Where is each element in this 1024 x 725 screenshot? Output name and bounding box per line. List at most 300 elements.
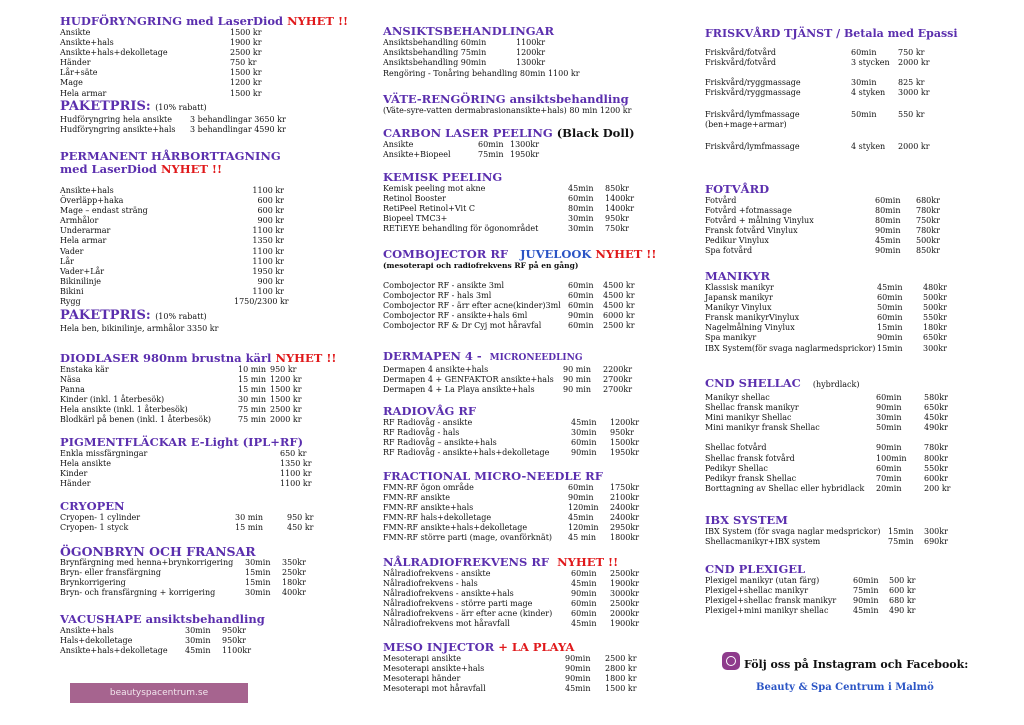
item-price: 450kr [924, 413, 948, 423]
friskvard-list [705, 48, 1024, 158]
item-name: Kinder [60, 469, 88, 479]
section-title: COMBOJECTOR RF [383, 247, 509, 261]
item-duration: 45min [568, 184, 594, 193]
item-duration: 30min [245, 588, 271, 598]
section-title: PERMANENT HÅRBORTTAGNING [60, 149, 281, 163]
item-price: 4500 kr [603, 281, 635, 290]
section-title-extra: + LA PLAYA [498, 640, 575, 654]
item-duration: 30min [571, 428, 597, 438]
item-name: Combojector RF - hals 3ml [383, 291, 492, 301]
item-name: Shellac fransk fotvård [705, 453, 795, 463]
item-price: 2000kr [610, 609, 640, 619]
item-name: FMN-RF ansikte+hals [383, 503, 474, 513]
item-price: 900 kr [257, 216, 284, 226]
list-item [705, 196, 1024, 206]
list-item [383, 664, 713, 674]
item-price: 1400kr [605, 204, 635, 214]
list-item [383, 684, 713, 694]
item-price: 750kr [916, 216, 940, 226]
item-price: 400kr [282, 588, 306, 598]
item-duration: 50min [851, 110, 877, 119]
item-price: 1500 kr [230, 68, 262, 78]
item-name: Plexigel+shellac fransk manikyr [705, 596, 837, 606]
item-price: 780kr [924, 443, 948, 453]
item-duration: 45min [565, 684, 591, 694]
item-name: FMN-RF större parti (mage, ovanförknät) [383, 533, 553, 543]
item-duration: 120min [568, 503, 599, 513]
item-price: 850kr [605, 184, 629, 193]
item-duration: 30min [851, 78, 877, 87]
item-price: 1500 kr [270, 395, 302, 405]
list-item [705, 58, 1005, 68]
list-item [60, 206, 390, 216]
item-name: Ansikte+Biopeel [383, 150, 451, 160]
item-price: 490kr [924, 423, 948, 433]
item-duration: 60min [571, 609, 597, 619]
juvelook-label: JUVELOOK [520, 247, 592, 261]
item-price: 580kr [924, 393, 948, 402]
item-price: 1200 kr [270, 375, 302, 385]
item-price: 780kr [916, 226, 940, 236]
item-name: Shellac fransk manikyr [705, 403, 799, 413]
paketpris-title: PAKETPRIS: [60, 308, 151, 323]
list-item [705, 246, 1024, 256]
list-item [383, 483, 713, 493]
list-item [60, 626, 390, 636]
item-name: Bikinilinje [60, 276, 102, 286]
list-item [383, 385, 713, 395]
section-title: VÄTE-RENGÖRING ansiktsbehandling [383, 92, 629, 106]
item-price: 1200kr [516, 48, 546, 58]
section-subtitle: med LaserDiod [60, 162, 157, 176]
list-item [60, 287, 390, 297]
item-duration: 15min [877, 323, 903, 333]
item-price: 690kr [924, 537, 948, 547]
price-list [705, 576, 1024, 617]
section-vate [383, 93, 713, 116]
item-name: Dermapen 4 + La Playa ansikte+hals [383, 385, 535, 395]
item-name: Näsa [60, 375, 81, 385]
list-item [60, 297, 390, 307]
list-item [383, 204, 713, 214]
item-price: 2400kr [610, 513, 640, 523]
item-price: 2700kr [603, 375, 633, 385]
item-price: 1350 kr [252, 236, 284, 246]
price-list [60, 513, 390, 534]
list-item [705, 423, 1024, 433]
item-price: 780kr [916, 206, 940, 216]
item-price: 2000 kr [270, 415, 302, 425]
item-price: 1400kr [605, 194, 635, 204]
item-price: 4500 kr [603, 291, 635, 301]
item-price: 2700kr [603, 385, 633, 395]
instagram-icon[interactable] [722, 652, 740, 670]
item-duration: 70min [876, 473, 902, 483]
item-price: 3000 kr [898, 88, 930, 97]
item-name: Ansikte+hals+dekolletage [60, 646, 168, 656]
item-name: FMN-RF ansikte+hals+dekolletage [383, 523, 528, 533]
list-item [60, 646, 390, 656]
item-price: 750 kr [898, 48, 925, 57]
list-item [705, 323, 1024, 333]
section-dermapen [383, 350, 713, 396]
item-duration: 45min [571, 579, 597, 589]
section-title: DERMAPEN 4 - [383, 349, 482, 363]
item-name: Nålradiofrekvens - ansikte+hals [383, 589, 514, 599]
paketpris-line: Hela ben, bikinilinje, armhålor 3350 kr [60, 324, 219, 333]
list-item [383, 654, 713, 664]
item-price: 1750/2300 kr [234, 297, 289, 307]
list-item [60, 267, 390, 277]
item-duration: 30 min [235, 513, 264, 522]
item-price: 900 kr [257, 276, 284, 286]
list-item [383, 674, 713, 684]
item-name: Cryopen- 1 cylinder [60, 513, 141, 522]
section-ansikts [383, 25, 713, 79]
list-item [60, 636, 390, 646]
list-item [705, 313, 1024, 323]
item-name: Pedikur Vinylux [705, 236, 769, 246]
list-item [383, 150, 713, 160]
list-item [705, 596, 1024, 606]
item-name: Lår [60, 256, 74, 266]
section-title: CARBON LASER PEELING [383, 126, 553, 140]
list-item [60, 216, 390, 226]
item-price: 1100 kr [252, 286, 284, 296]
list-item [383, 365, 713, 375]
list-item [705, 527, 1024, 537]
item-price: 4500 kr [603, 301, 635, 311]
list-item [60, 395, 390, 405]
item-name: Hudföryngring hela ansikte [60, 115, 172, 124]
item-price: 2500 kr [230, 48, 262, 58]
item-price: 2500 kr [605, 654, 637, 663]
list-item [705, 393, 1024, 403]
item-price: 600 kr [257, 206, 284, 216]
item-duration: 3 stycken [851, 58, 890, 67]
item-duration: 4 styken [851, 142, 886, 151]
list-item [705, 413, 1024, 423]
list-item [383, 301, 713, 311]
item-name: IBX System(för svaga naglarmedsprickor) [705, 343, 876, 353]
item-price: 1100 kr [252, 256, 284, 266]
list-item [705, 110, 1005, 120]
item-price: 2500 kr [270, 405, 302, 415]
item-name: Hela armar [60, 236, 107, 246]
list-item [60, 459, 390, 469]
item-name: FMN-RF ögon område [383, 483, 474, 492]
item-duration: 15 min [235, 523, 264, 533]
new-badge: NYHET !! [287, 14, 349, 28]
item-price: 1500 kr [605, 684, 637, 694]
new-badge: NYHET !! [595, 247, 657, 261]
list-item [60, 78, 390, 88]
item-price: 1950kr [510, 150, 540, 160]
item-price: 180kr [282, 578, 306, 588]
list-item [60, 186, 390, 196]
item-name: Panna [60, 385, 85, 395]
section-title: DIODLASER 980nm brustna kärl [60, 351, 272, 365]
list-item [383, 311, 713, 321]
section-title: HUDFÖRYNGRING med LaserDiod [60, 14, 284, 28]
item-duration: 80min [568, 204, 594, 214]
list-item [383, 48, 713, 58]
item-duration: 80min [875, 216, 901, 226]
item-name: Friskvård/lymfmassage [705, 142, 800, 151]
item-price: 1900 kr [230, 38, 262, 48]
item-price: 1900kr [610, 619, 640, 629]
price-list [60, 28, 390, 99]
section-title: MESO INJECTOR [383, 640, 495, 654]
item-duration: 60min [853, 576, 879, 585]
item-name: Ansikte+hals+dekolletage [60, 48, 168, 58]
list-item: Rengöring - Tonåring behandling 80min 1100 kr [383, 69, 580, 78]
item-price: 2000 kr [898, 58, 930, 67]
item-duration: 60min [571, 569, 597, 578]
list-item [383, 214, 713, 224]
item-duration: 90min [875, 246, 901, 256]
list-item [705, 606, 1024, 616]
list-item [705, 142, 1005, 152]
item-name: Friskvård/fotvård [705, 48, 777, 57]
item-name: Mini manikyr Shellac [705, 413, 792, 423]
item-name: Ansikte+hals [60, 38, 114, 48]
item-name: Enkla missfärgningar [60, 449, 148, 458]
list-item [60, 449, 390, 459]
item-name: Hals+dekolletage [60, 636, 133, 646]
item-price: 500kr [916, 236, 940, 246]
item-duration: 90min [876, 403, 902, 413]
list-item [705, 344, 1024, 354]
item-name: Friskvård/ryggmassage [705, 78, 801, 87]
item-price: 1750kr [610, 483, 640, 492]
list-item [383, 609, 713, 619]
item-price: 1100 kr [280, 479, 312, 489]
list-item [383, 224, 713, 234]
list-item [60, 28, 390, 38]
section-title: RADIOVÅG RF [383, 404, 477, 418]
item-duration: 90min [853, 596, 879, 606]
list-item [60, 568, 390, 578]
section-kemisk [383, 171, 713, 235]
item-name: Ansiktsbehandling 90min [383, 58, 487, 68]
list-item [383, 569, 713, 579]
item-name: Dermapen 4 ansikte+hals [383, 365, 489, 374]
item-price: 2000 kr [898, 142, 930, 151]
item-duration: 45min [853, 606, 879, 616]
section-title: VACUSHAPE ansiktsbehandling [60, 612, 265, 626]
price-list [60, 449, 390, 490]
item-price: 500kr [923, 303, 947, 313]
item-duration: 90min [565, 674, 591, 684]
item-price: 1800 kr [605, 674, 637, 684]
item-price: 1950kr [610, 448, 640, 458]
item-duration: 30min [876, 413, 902, 423]
item-duration: 90min [568, 311, 594, 321]
item-name: Plexigel+shellac manikyr [705, 586, 809, 596]
list-item [705, 236, 1024, 246]
list-item [383, 194, 713, 204]
item-name: Shellac fotvård [705, 443, 767, 453]
item-name: Armhålor [60, 216, 99, 226]
item-name: Brynkorrigering [60, 578, 126, 588]
item-name: Spa fotvård [705, 246, 753, 256]
item-duration: 30 min [238, 395, 267, 405]
list-item [60, 277, 390, 287]
item-price: 950kr [222, 636, 246, 646]
price-list [60, 626, 390, 657]
list-item [60, 89, 390, 99]
item-name: Plexigel manikyr (utan färg) [705, 576, 820, 585]
list-item [383, 438, 713, 448]
item-name: Överläpp+haka [60, 196, 124, 206]
list-item [705, 333, 1024, 343]
paketpris-note: (10% rabatt) [155, 312, 207, 321]
section-title: NÅLRADIOFREKVENS RF [383, 555, 550, 569]
item-name: Plexigel+mini manikyr shellac [705, 606, 829, 616]
section-friskvard [705, 27, 1024, 158]
item-duration: 60min [877, 313, 903, 323]
item-duration: 75 min [238, 405, 267, 415]
price-list [383, 281, 713, 332]
list-item [705, 433, 1024, 443]
list-item [60, 226, 390, 236]
item-price: 550kr [924, 463, 948, 473]
item-name: Ansikte+hals [60, 626, 114, 635]
list-item [60, 469, 390, 479]
item-name: Enstaka kär [60, 365, 109, 374]
list-item [60, 588, 390, 598]
item-name: IBX System (för svaga naglar medsprickor) [705, 527, 881, 536]
social-text: Följ oss på Instagram och Facebook: [744, 658, 969, 671]
item-name: Hudföryngring ansikte+hals [60, 125, 176, 135]
list-item [60, 415, 390, 425]
section-title: PIGMENTFLÄCKAR E-Light (IPL+RF) [60, 435, 304, 449]
item-duration: 60min [877, 293, 903, 303]
item-name: RetiPeel Retinol+Vit C [383, 204, 475, 214]
section-title: FOTVÅRD [705, 182, 770, 196]
social-name[interactable]: Beauty & Spa Centrum i Malmö [756, 682, 934, 693]
section-har [60, 150, 390, 334]
item-duration: 30min [568, 224, 594, 234]
item-duration: 90min [875, 226, 901, 236]
item-duration: 90 min [563, 365, 592, 374]
item-price: 2800 kr [605, 664, 637, 674]
item-duration: 45min [571, 418, 597, 427]
item-name: Hela ansikte (inkl. 1 återbesök) [60, 405, 188, 415]
item-price: 825 kr [898, 78, 925, 87]
list-item [705, 474, 1024, 484]
item-duration: 45min [571, 619, 597, 629]
item-name: Combojector RF - ärr efter acne(kinder)3ml [383, 301, 561, 311]
section-title: MANIKYR [705, 269, 770, 283]
item-duration: 45 min [568, 533, 597, 543]
price-list [705, 196, 1024, 257]
price-list [383, 140, 713, 161]
item-price: 750 kr [230, 58, 257, 68]
item-name: Friskvård/ryggmassage [705, 88, 801, 97]
section-fotvard [705, 183, 1024, 257]
item-name: Friskvård/fotvård [705, 58, 777, 67]
price-list [60, 558, 390, 599]
section-nalradio [383, 556, 713, 630]
item-name: Rygg [60, 297, 81, 307]
item-duration: 90min [565, 664, 591, 674]
section-fractional [383, 470, 713, 544]
section-pigment [60, 436, 390, 490]
item-name: Mini manikyr fransk Shellac [705, 423, 820, 433]
item-price: 300kr [924, 527, 948, 536]
item-name: Spa manikyr [705, 333, 757, 343]
list-item: (Väte-syre-vatten dermabrasionansikte+hals) 80 min 1200 kr [383, 106, 632, 115]
item-duration: 60min [571, 599, 597, 609]
item-duration: 15 min [238, 375, 267, 385]
list-item [383, 321, 713, 331]
item-price: 3 behandlingar 4590 kr [190, 125, 286, 135]
item-name: Fransk fotvård Vinylux [705, 226, 798, 236]
list-item [705, 403, 1024, 413]
item-price: 1300kr [510, 140, 540, 149]
item-name: Pedikyr fransk Shellac [705, 473, 797, 483]
item-name: RETiEYE behandling för ögonområdet [383, 224, 539, 234]
item-duration: 60min [568, 194, 594, 204]
item-price: 1100 kr [252, 186, 284, 195]
item-price: 1100 kr [252, 226, 284, 236]
item-name: Japansk manikyr [705, 293, 773, 303]
item-name: Friskvård/lymfmassage [705, 110, 800, 119]
item-duration: 75min [478, 150, 504, 160]
list-item [383, 503, 713, 513]
item-duration: 60min [875, 196, 901, 205]
website-link[interactable]: beautyspacentrum.se [70, 683, 248, 703]
section-title: IBX SYSTEM [705, 513, 788, 527]
item-price: 600 kr [889, 586, 916, 596]
price-list [383, 38, 713, 69]
list-item [383, 375, 713, 385]
item-name: Kinder (inkl. 1 återbesök) [60, 395, 165, 405]
item-duration: 45min [568, 513, 594, 523]
list-item [705, 454, 1024, 464]
section-radiovag [383, 405, 713, 459]
item-price: 2950kr [610, 523, 640, 533]
list-item [705, 226, 1024, 236]
item-duration: 90min [565, 654, 591, 663]
item-name: Biopeel TMC3+ [383, 214, 448, 224]
item-name: Fotvård +fotmassage [705, 206, 792, 216]
item-duration: 15min [245, 578, 271, 588]
section-title: ÖGONBRYN OCH FRANSAR [60, 544, 256, 559]
list-item [705, 206, 1024, 216]
list-item [383, 513, 713, 523]
list-item [705, 293, 1024, 303]
item-name: Bryn- och fransfärgning + korrigering [60, 588, 216, 598]
item-name: Combojector RF - ansikte+hals 6ml [383, 311, 528, 321]
list-item [705, 120, 1005, 130]
item-name: Händer [60, 58, 91, 68]
item-name: Klassisk manikyr [705, 283, 774, 292]
item-price: 300kr [923, 343, 947, 353]
item-duration: 45min [877, 283, 903, 292]
section-title: ANSIKTSBEHANDLINGAR [383, 24, 555, 38]
item-price: 200 kr [924, 483, 951, 493]
item-name: Händer [60, 479, 91, 489]
item-duration: 60min [876, 393, 902, 402]
section-vacushape [60, 613, 390, 657]
item-price: 1350 kr [280, 459, 312, 469]
item-price: 250kr [282, 568, 306, 578]
list-item [60, 365, 390, 375]
price-list [383, 184, 713, 235]
